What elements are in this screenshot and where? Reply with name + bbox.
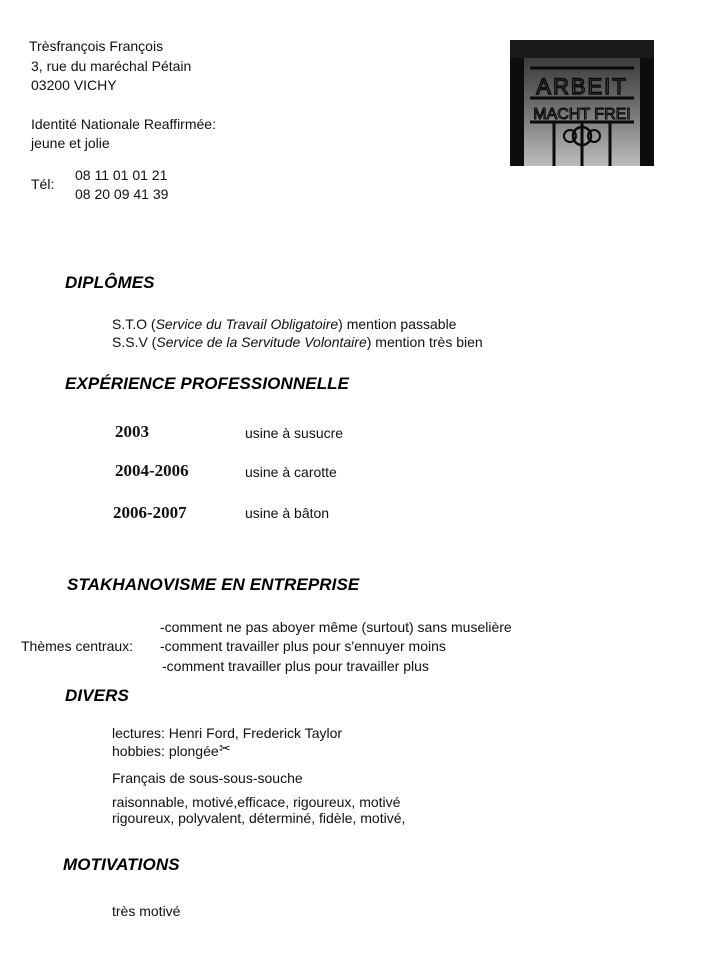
experience-year-2: 2004-2006 <box>115 461 189 480</box>
divers-lectures: lectures: Henri Ford, Frederick Taylor <box>112 725 343 741</box>
stakhanovisme-heading: STAKHANOVISME EN ENTREPRISE <box>67 575 360 594</box>
divers-hobbies: hobbies: plongée ✂ <box>112 740 231 759</box>
diplome-item-1: S.T.O (Service du Travail Obligatoire) mention passable <box>112 316 457 332</box>
address-line-1: 3, rue du maréchal Pétain <box>31 58 192 74</box>
phone-1: 08 11 01 01 21 <box>75 167 168 183</box>
experience-year-1: 2003 <box>115 422 149 441</box>
experience-desc-1: usine à susucre <box>245 425 344 441</box>
experience-heading: EXPÉRIENCE PROFESSIONNELLE <box>65 374 350 393</box>
profile-photo <box>510 40 654 166</box>
diplomes-heading: DIPLÔMES <box>65 273 155 292</box>
divers-qualities-2: rigoureux, polyvalent, déterminé, fidèle, motivé, <box>112 810 406 826</box>
identity-name: Trèsfrançois François <box>29 38 164 54</box>
scissors-icon: ✂ <box>219 740 231 756</box>
sign-line-2: MACHT FREI <box>533 106 631 123</box>
experience-desc-3: usine à bâton <box>245 505 330 521</box>
stakhanovisme-label: Thèmes centraux: <box>21 638 134 654</box>
stakhanovisme-item-2: -comment travailler plus pour s'ennuyer moins <box>160 638 446 654</box>
gate-sign-image <box>510 40 654 166</box>
phone-label: Tél: <box>31 176 55 192</box>
diplome-item-2: S.S.V (Service de la Servitude Volontaire) mention très bien <box>112 334 483 350</box>
phone-2: 08 20 09 41 39 <box>75 186 169 202</box>
motivations-heading: MOTIVATIONS <box>63 855 180 874</box>
stakhanovisme-item-3: -comment travailler plus pour travailler plus <box>162 658 429 674</box>
divers-origin: Français de sous-sous-souche <box>112 770 303 786</box>
stakhanovisme-item-1: -comment ne pas aboyer même (surtout) sans muselière <box>160 619 512 635</box>
nationality-value: jeune et jolie <box>31 135 110 151</box>
experience-year-3: 2006-2007 <box>113 503 187 522</box>
divers-qualities-1: raisonnable, motivé,efficace, rigoureux, motivé <box>112 794 401 810</box>
experience-desc-2: usine à carotte <box>245 464 337 480</box>
motivations-text: très motivé <box>112 903 181 919</box>
nationality-label: Identité Nationale Reaffirmée: <box>31 116 216 132</box>
address-line-2: 03200 VICHY <box>31 77 117 93</box>
sign-line-1: ARBEIT <box>536 74 628 99</box>
divers-heading: DIVERS <box>65 686 129 705</box>
